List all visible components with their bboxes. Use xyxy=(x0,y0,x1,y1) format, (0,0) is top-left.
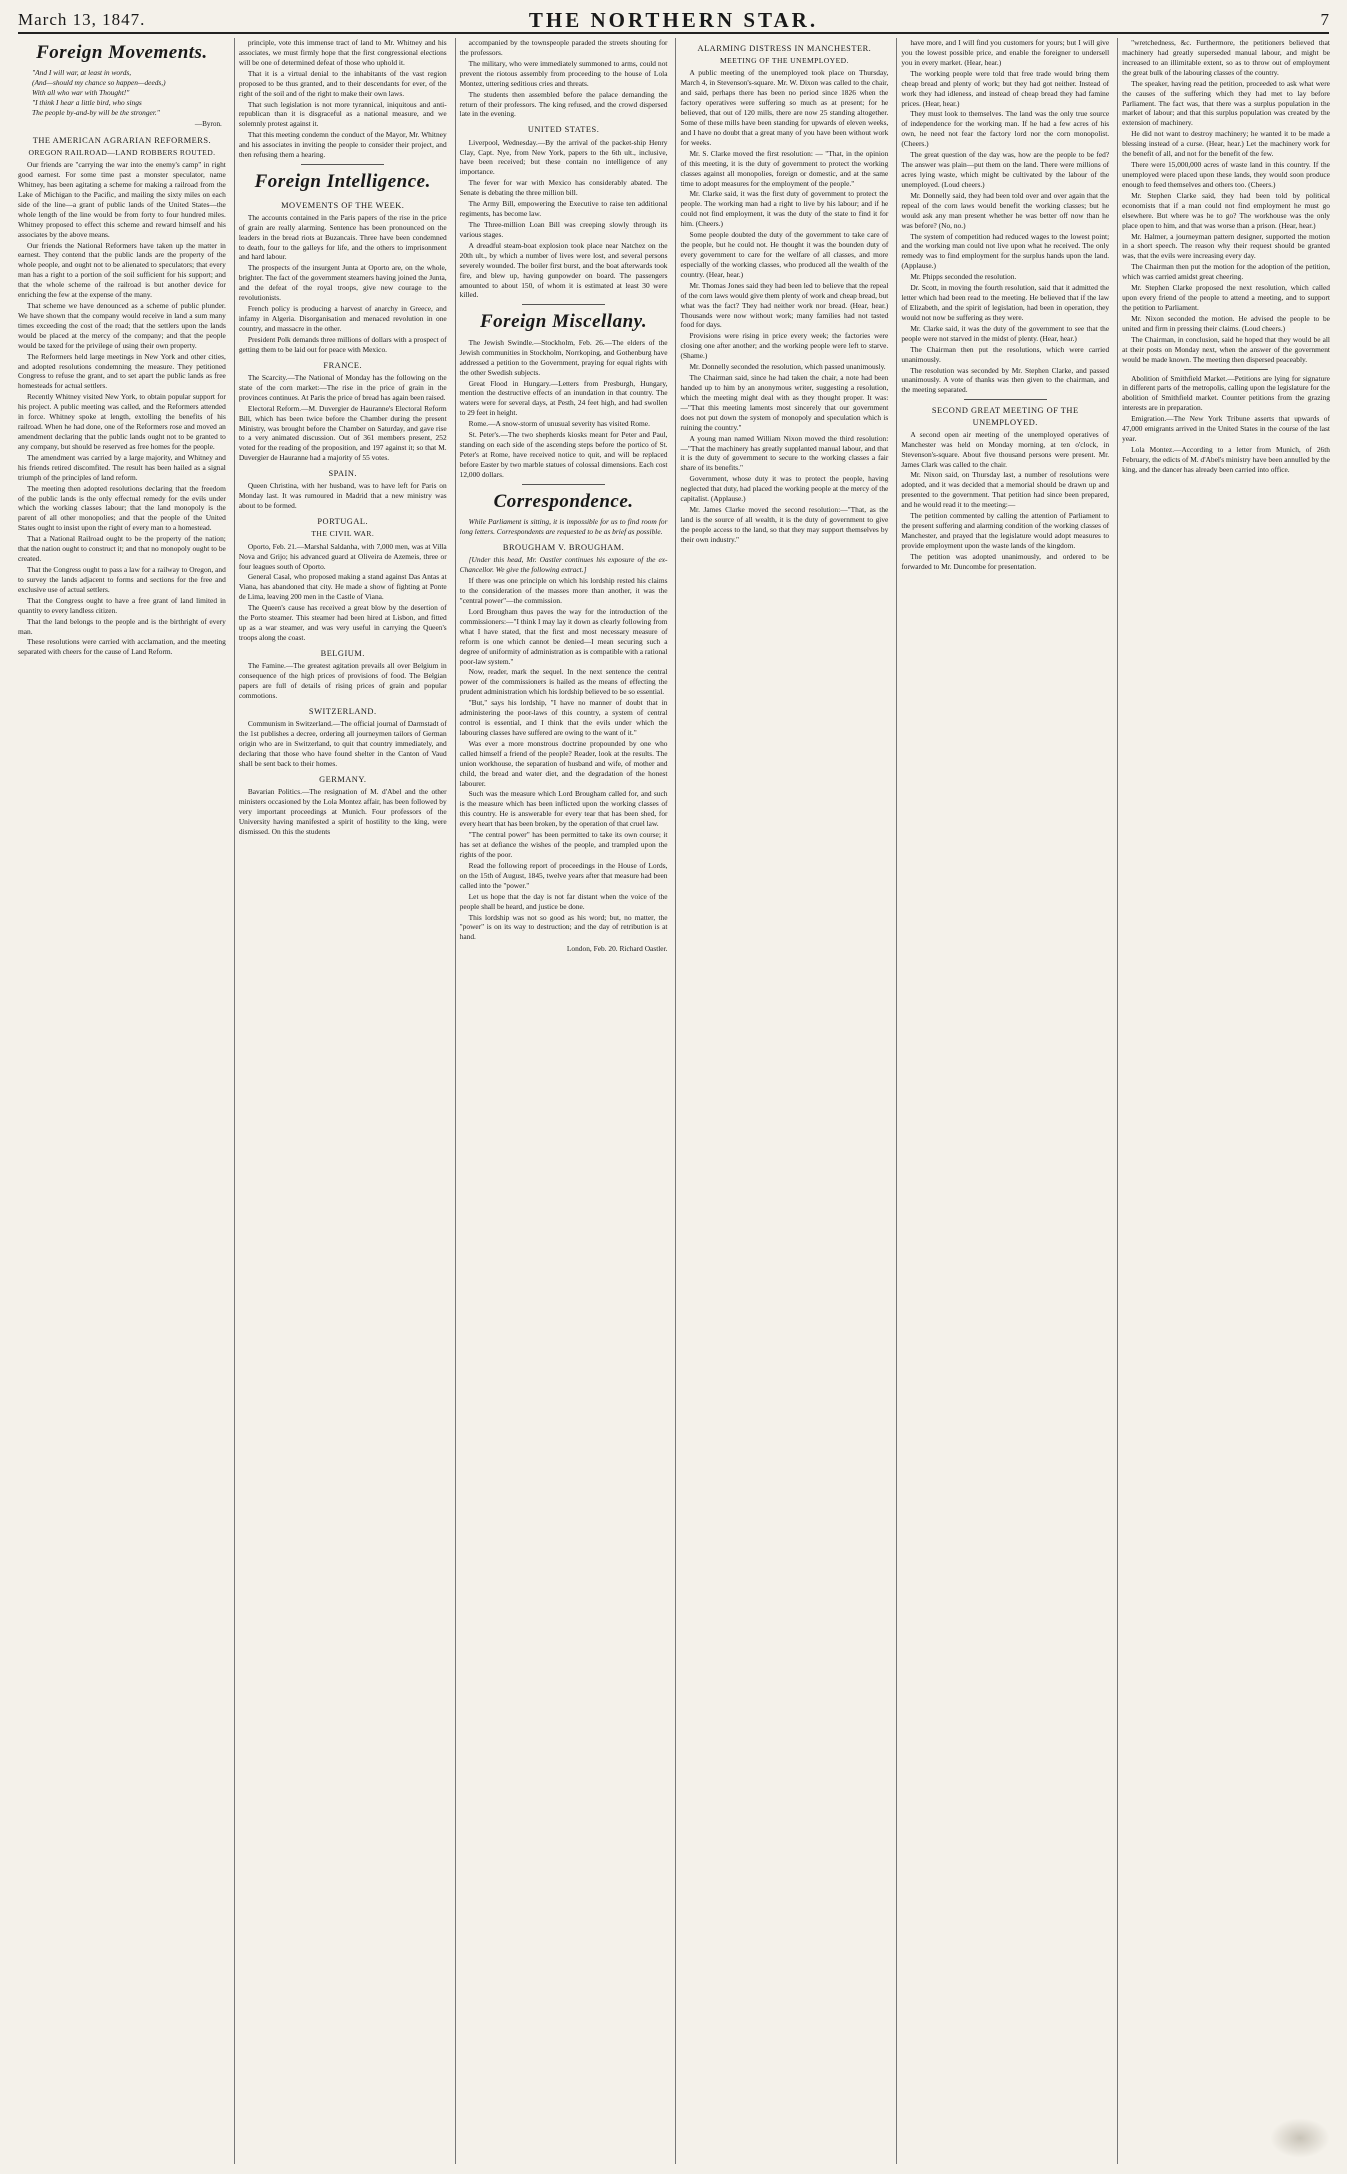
article-heading-united-states: UNITED STATES. xyxy=(527,125,600,135)
column-3 xyxy=(455,38,672,2164)
paragraph: "The central power" has been permitted to take its own course; it has set at defiance the wishes of the people, and trampled upon the rights of the poor. xyxy=(459,830,668,860)
divider xyxy=(1184,369,1267,370)
article-heading-spain: SPAIN. xyxy=(328,469,357,479)
page-number: 7 xyxy=(1320,10,1329,29)
paragraph: The resolution was seconded by Mr. Stephen Clarke, and passed unanimously. A vote of thanks was then given to the chairman, and the meeting separated. xyxy=(901,365,1110,395)
paragraph: The Chairman then put the resolutions, which were carried unanimously. xyxy=(901,344,1110,364)
paragraph: That this meeting condemn the conduct of the Mayor, Mr. Whitney and his associates in inviting the people to consider their project, and then refusing them a hearing. xyxy=(238,130,447,160)
article-heading-france: FRANCE. xyxy=(323,360,363,370)
paragraph: Dr. Scott, in moving the fourth resolution, said that it admitted the letter which had been read to the meeting. He believed that if the law of Elizabeth, and the spirit of legislation, had been in operation, they would not now be suffering as they were. xyxy=(901,283,1110,322)
paragraph: The system of competition had reduced wages to the lowest point; and the working man could not live upon what he received. The only remedy was to find employment for the surplus hands upon the land. (Applause.) xyxy=(901,231,1110,271)
news-item: Abolition of Smithfield Market.—Petitions are lying for signature in different parts of the metropolis, calling upon the legislature for the abolition of Smithfield market. Counter petitions from the grazing interests are in preparation. xyxy=(1122,373,1330,413)
paragraph: That such legislation is not more tyrannical, iniquitous and anti-republican than it is disgraceful as a national measure, and we solemnly protest against it. xyxy=(238,99,447,129)
paragraph: This lordship was not so good as his word; but, no matter, the "power" is on its way to destruction; and the day of retribution is at hand. xyxy=(459,912,668,942)
paragraph: Mr. James Clarke moved the second resolution:—"That, as the land is the source of all wealth, it is the duty of government to give the people access to the land, so that they may support themselves by their own industry." xyxy=(680,505,889,544)
paragraph: Mr. Clarke said, it was the first duty of government to protect the people. The working man had a right to live by his labour; and if he could not find employment, it was the duty of the state to find it for him. (Cheers.) xyxy=(680,189,889,229)
paragraph: That the Congress ought to pass a law for a railway to Oregon, and to survey the lands adjacent to forms and sections for the free and exclusive use of actual settlers. xyxy=(18,565,226,594)
paragraph: Now, reader, mark the sequel. In the next sentence the central power of the commissioners is hailed as the means of effecting the prudent administration which his lordship believed to be so essential. xyxy=(459,667,668,697)
article-heading-germany: GERMANY. xyxy=(319,774,367,784)
paragraph: Mr. Clarke said, it was the duty of the government to see that the people were not starved in the midst of plenty. (Hear, hear.) xyxy=(901,323,1110,343)
paragraph: Mr. Nixon seconded the motion. He advised the people to be united and firm in pressing their claims. (Loud cheers.) xyxy=(1122,313,1330,333)
paragraph: The Reformers held large meetings in New York and other cities, and adopted resolutions condemning the measure. They petitioned Congress to refuse the grant, and to set apart the public lands as free homesteads for actual settlers. xyxy=(18,351,226,391)
paragraph: The speaker, having read the petition, proceeded to ask what were the causes of the suffering which they had met to lay before Parliament. The fact was, that there was a surplus population in the market of labour; and that this surplus population was created by the extension of machinery. xyxy=(1122,78,1330,128)
article-subhead: MEETING OF THE UNEMPLOYED. xyxy=(719,56,849,66)
paragraph: Queen Christina, with her husband, was to have left for Paris on Monday last. It was rumoured in Madrid that a new ministry was about to be formed. xyxy=(238,481,447,511)
paragraph: Rome.—A snow-storm of unusual severity has visited Rome. xyxy=(468,419,650,429)
paragraph: Mr. Thomas Jones said they had been led to believe that the repeal of the corn laws would give them plenty of work and cheap bread, but what was the fact? They had neither work nor bread. (Hear, hear.) Thousands were now without work; many families had not tasted food for days. xyxy=(680,280,889,330)
paragraph: The military, who were immediately summoned to arms, could not prevent the riotous assembly from proceeding to the house of Lola Montez, uttering seditious cries and threats. xyxy=(459,58,668,88)
paragraph: The petition was adopted unanimously, and ordered to be forwarded to Mr. Duncombe for presentation. xyxy=(901,551,1110,571)
paragraph: Communism in Switzerland.—The official journal of Darmstadt of the 1st publishes a decree, ordering all journeymen tailors of German origin who are in Switzerland, to quit that country immediately, and declaring that those who have found shelter in the Canton of Vaud shall be sent back to their homes. xyxy=(238,719,447,768)
paragraph: The working people were told that free trade would bring them cheap bread and plenty of work; but they had got neither. Instead of work they had idleness, and instead of cheap bread they had famine prices. (Hear, hear.) xyxy=(901,68,1110,108)
paragraph: Our friends are "carrying the war into the enemy's camp" in right good earnest. For some time past a monster speculator, name Whitney, has been agitating a scheme for making a railroad from the Lake of Michigan to the Pacific, and mailing the sixty miles on each side of the line—a grant of public lands of the United States—the whole length of the line would be from forty to four hundred miles. Whitney proposed to effect this scheme and reward himself and his associates by the above means. xyxy=(18,160,226,239)
article-heading-switzerland: SWITZERLAND. xyxy=(308,706,377,716)
paragraph: The great question of the day was, how are the people to be fed? The answer was plain—put them on the land. There were millions of acres lying waste, which might be cultivated by the labour of the unemployed. (Loud cheers.) xyxy=(901,150,1110,189)
paragraph: A public meeting of the unemployed took place on Thursday, March 4, in Stevenson's-square. Mr. W. Dixon was called to the chair, and said, perhaps there has been no period since 1826 when the factory operatives were suffering so much as at present; for he believed, that out of 120 mills, there are now 25 standing altogether. Some of these mills have been standing for upwards of eleven weeks, and I have no doubt that a great many of you have been without work for weeks. xyxy=(680,68,889,147)
paragraph: The prospects of the insurgent Junta at Oporto are, on the whole, brighter. The fact of the government steamers having joined the Junta, and the defeat of the royal troops, give new courage to the revolutionists. xyxy=(238,263,447,303)
article-heading: ALARMING DISTRESS IN MANCHESTER. xyxy=(697,44,872,53)
columns xyxy=(14,38,1334,2164)
paragraph: The Chairman, in conclusion, said he hoped that they would be all at their posts on Monday next, when the answer of the government would be made known. The meeting then dispersed peaceably. xyxy=(1122,334,1330,364)
paragraph: Oporto, Feb. 21.—Marshal Saldanha, with 7,000 men, was at Villa Nova and Grijo; his advanced guard at Oliveira de Azemeis, three or four leagues south of Oporto. xyxy=(238,541,447,571)
paragraph: Mr. Donnelly seconded the resolution, which passed unanimously. xyxy=(689,362,886,372)
column-1 xyxy=(14,38,230,2164)
section-title-correspondence: Correspondence. xyxy=(493,490,634,512)
column-6 xyxy=(1117,38,1334,2164)
paragraph: Liverpool, Wednesday.—By the arrival of the packet-ship Henry Clay, Capt. Nye, from New York, papers to the 6th ult., inclusive, have been received; but these contain no intelligence of any importance. xyxy=(459,137,668,177)
paragraph: Mr. S. Clarke moved the first resolution: — "That, in the opinion of this meeting, it is the duty of government to protect the working classes against all monopolies, foreign or domestic, and at the same time to adopt measures for the employment of the people." xyxy=(680,148,889,188)
article-heading: BROUGHAM V. BROUGHAM. xyxy=(502,543,625,553)
paragraph: General Casal, who proposed making a stand against Das Antas at Viana, has abandoned that city. He made a show of fighting at Ponte de Lima, leaving 200 men in the Castle of Viana. xyxy=(238,572,447,602)
issue-date: March 13, 1847. xyxy=(18,10,146,29)
paragraph: The petition commented by calling the attention of Parliament to the present suffering and alarming condition of the working classes of Manchester, and prayed that the legislature would adopt measures to provide employment upon the waste lands of the kingdom. xyxy=(901,511,1110,550)
letter-signature: London, Feb. 20. Richard Oastler. xyxy=(566,944,668,954)
paragraph: Lord Brougham thus paves the way for the introduction of the commissioners:—"I think I may lay it down as clearly following from what I have stated, that the first and most necessary measure of reform is one which cannot be denied—I mean securing such a degree of uniformity of administration as is compatible with a rational poor-law system." xyxy=(459,606,668,666)
divider xyxy=(522,304,605,305)
paragraph: Provisions were rising in price every week; the factories were closing one after another; and the working people were left to starve. (Shame.) xyxy=(680,331,889,361)
article-heading: THE AMERICAN AGRARIAN REFORMERS. xyxy=(32,135,212,145)
paragraph: The Chairman then put the motion for the adoption of the petition, which was carried amidst great cheering. xyxy=(1122,262,1330,282)
paragraph: Mr. Halmer, a journeyman pattern designer, supported the motion in a short speech. The reason why their request should be granted was, that the evils were increasing every day. xyxy=(1122,231,1330,261)
paragraph: These resolutions were carried with acclamation, and the meeting separated with cheers for the cause of Land Reform. xyxy=(18,637,226,657)
article-heading: SECOND GREAT MEETING OF THE UNEMPLOYED. xyxy=(931,406,1079,427)
paragraph: They must look to themselves. The land was the only true source of independence for the working man. If he had a few acres of his own, he need not fear the factory lord nor the corn monopolist. (Cheers.) xyxy=(901,109,1110,149)
paragraph: The fever for war with Mexico has considerably abated. The Senate is debating the three million bill. xyxy=(459,178,668,198)
editorial-note: [Under this head, Mr. Oastler continues his exposure of the ex-Chancellor. We give the following extract.] xyxy=(459,555,668,575)
paragraph: The accounts contained in the Paris papers of the rise in the price of grain are really alarming. Sentence has been pronounced on the leaders in the bread riots at Buzancais. Three have been condemned to death, four to the galleys for life, and the others to imprisonment and hard labour. xyxy=(238,212,447,262)
paragraph: Recently Whitney visited New York, to obtain popular support for his project. A public meeting was called, and the Reformers attended in force. Whitney spoke at length, extolling the benefits of his railroad. When he had done, one of the Reformers rose and moved an amendment declaring that the public lands ought not to be granted to any company, but should be reserved as free homes for the people. xyxy=(18,392,226,451)
paragraph: The students then assembled before the palace demanding the return of their professors. The king refused, and the crowd dispersed late in the evening. xyxy=(459,89,668,119)
column-5 xyxy=(896,38,1113,2164)
masthead xyxy=(18,6,1329,34)
paragraph: The Jewish Swindle.—Stockholm, Feb. 26.—The elders of the Jewish communities in Stockholm, Norrkoping, and Gothenburg have addressed a petition to the Government, praying for equal rights with the other Swedish subjects. xyxy=(459,337,668,377)
epigraph-line: "And I will war, at least in words, xyxy=(32,68,132,78)
paragraph: principle, vote this immense tract of land to Mr. Whitney and his associates, we must firmly hope that the first congressional elections will be one of determined defeat of those who uphold it. xyxy=(238,38,447,67)
epigraph-line: (And—should my chance so happen—deeds,) xyxy=(32,78,166,88)
paragraph: The Army Bill, empowering the Executive to raise ten additional regiments, has become law. xyxy=(459,199,668,219)
epigraph xyxy=(32,68,226,118)
paragraph: French policy is producing a harvest of anarchy in Greece, and infamy in Algeria. Disorganisation and menaced revolution in one country, and massacre in the other. xyxy=(238,304,447,333)
paragraph: Mr. Phipps seconded the resolution. xyxy=(910,272,1017,282)
paragraph: The meeting then adopted resolutions declaring that the freedom of the public lands is the only effectual remedy for the evils under which the working classes labour; that the land monopoly is the parent of all other monopolies; and that the people of the United States ought to insist upon the right of every man to a homestead. xyxy=(18,483,226,533)
paragraph: Mr. Stephen Clarke proposed the next resolution, which called upon every friend of the people to attend a meeting, and to support the petition to Parliament. xyxy=(1122,283,1330,312)
section-title-foreign-intelligence: Foreign Intelligence. xyxy=(254,171,431,193)
article-heading: MOVEMENTS OF THE WEEK. xyxy=(281,200,405,210)
paragraph: That the land belongs to the people and is the birthright of every man. xyxy=(18,616,226,636)
paragraph: That it is a virtual denial to the inhabitants of the vast region proposed to be thus granted, and to their descendants for ever, of the right of the soil and of the right to make their own laws. xyxy=(238,68,447,98)
paragraph: A second open air meeting of the unemployed operatives of Manchester was held on Monday morning, at ten o'clock, in Stevenson's-square. About five thousand persons were present. Mr. James Clark was called to the chair. xyxy=(901,429,1110,469)
paragraph: There were 15,000,000 acres of waste land in this country. If the unemployed were placed upon these lands, they would soon produce enough to feed themselves and others too. (Cheers.) xyxy=(1122,160,1330,189)
paragraph: Bavarian Politics.—The resignation of M. d'Abel and the other ministers occasioned by the Lola Montez affair, has been followed by very important proceedings at Munich. Four professors of the University having manifested a spirit of hostility to the king, were dismissed. On this the students xyxy=(238,786,447,836)
paragraph: The Queen's cause has received a great blow by the desertion of the Porto steamer. This steamer had been hired at Lisbon, and fitted up as a war steamer, and was very useful in carrying the Queen's troops along the coast. xyxy=(238,603,447,642)
epigraph-line: The people by-and-by will be the stronger." xyxy=(32,108,160,118)
divider xyxy=(522,484,605,485)
epigraph-line: "I think I hear a little bird, who sings xyxy=(32,98,142,108)
paragraph: Government, whose duty it was to protect the people, having neglected that duty, had placed the working people at the mercy of the capitalist. (Applause.) xyxy=(680,474,889,504)
paragraph: The Three-million Loan Bill was creeping slowly through its various stages. xyxy=(459,220,668,239)
section-title-foreign-miscellany: Foreign Miscellany. xyxy=(480,311,648,333)
paragraph: A young man named William Nixon moved the third resolution:—"That the machinery has greatly supplanted manual labour, and that it is the duty of government to secure to the working classes a fair share of its benefits." xyxy=(680,433,889,473)
column-2 xyxy=(234,38,451,2164)
paragraph: Some people doubted the duty of the government to take care of the people, but he could not. He thought it was the bounden duty of every government to care for the welfare of all classes, and more especially of the working classes, who produced all the wealth of the country. (Hear, hear.) xyxy=(680,230,889,279)
editorial-note: While Parliament is sitting, it is impossible for us to find room for long letters. Correspondents are requested to be as brief as possible. xyxy=(459,517,668,537)
paragraph: "But," says his lordship, "I have no manner of doubt that in administering the poor-laws of this country, a system of central control is essential, and I think that the evils under which the labouring classes have suffered are owing to the want of it." xyxy=(459,698,668,737)
article-subhead: OREGON RAILROAD—LAND ROBBERS ROUTED. xyxy=(28,147,216,157)
paragraph: "wretchedness, &c. Furthermore, the petitioners believed that machinery had greatly superseded manual labour, and might be increased to an illimitable extent, so as to throw out of employment the great bulk of the labouring classes of the country. xyxy=(1122,38,1330,77)
paragraph: Electoral Reform.—M. Duvergier de Hauranne's Electoral Reform Bill, which has been twice before the Chamber during the present Ministry, was brought before the Chamber on Saturday, and gave rise to a very animated discussion. Out of 361 members present, 252 voted for the reading of the proposition, and 197 against it; so that M. Duvergier de Hauranne had a majority of 55 votes. xyxy=(238,403,447,463)
column-4 xyxy=(675,38,892,2164)
paragraph: That scheme we have denounced as a scheme of public plunder. We have shown that the company would receive in land a sum many times exceeding the cost of the road; that the settlers upon the lands would be placed at the mercy of the company; and that the people would be taxed for the privilege of using their own property. xyxy=(18,301,226,350)
page-stain xyxy=(1270,2118,1330,2158)
news-item: Lola Montez.—According to a letter from Munich, of 26th February, the edicts of M. d'Abel's ministry have been annulled by the king, and the dancer has already been carried into office. xyxy=(1122,444,1330,474)
paragraph: have more, and I will find you customers for yours; but I will give you the lowest possible price, and enable the foreigner to undersell you in every market. (Hear, hear.) xyxy=(901,38,1110,67)
paragraph: accompanied by the townspeople paraded the streets shouting for the professors. xyxy=(459,38,668,57)
paragraph: That the Congress ought to have a free grant of land limited in quantity to every landless citizen. xyxy=(18,595,226,615)
article-heading-belgium: BELGIUM. xyxy=(320,648,365,658)
article-heading-portugal: PORTUGAL. xyxy=(317,517,369,527)
paragraph: Our friends the National Reformers have taken up the matter in earnest. They contend that the public lands are the property of the whole people, and ought not to be alienated to speculators; that every man has a right to a portion of the soil sufficient for his support; and that the whole scheme of the railroad is but another device for enriching the few at the expense of the many. xyxy=(18,240,226,300)
section-title-foreign-movements: Foreign Movements. xyxy=(36,42,208,63)
paragraph: The Chairman said, since he had taken the chair, a note had been handed up to him by an anonymous writer, suggesting a resolution, which the meeting might deal with as they thought proper. It was:—"That this meeting laments most sincerely that our government does not put down the system of monopoly and speculation which is ruining the country." xyxy=(680,373,889,432)
epigraph-line: With all who war with Thought!" xyxy=(32,88,130,98)
divider xyxy=(301,164,384,165)
paragraph: Mr. Stephen Clarke said, they had been told by political economists that if a man could not find employment he must go elsewhere. But where was he to go? The workhouse was the only place open to him, and that was worse than a prison. (Hear, hear.) xyxy=(1122,190,1330,230)
paragraph: President Polk demands three millions of dollars with a prospect of getting them to be laid out for peace with Mexico. xyxy=(238,334,447,354)
paragraph: That a National Railroad ought to be the property of the nation; that the nation ought to construct it; and that no monopoly ought to be created. xyxy=(18,534,226,564)
article-subhead: THE CIVIL WAR. xyxy=(311,529,375,539)
paragraph: If there was one principle on which his lordship rested his claims to the consideration of the masses more than another, it was the "central power"—the commission. xyxy=(459,576,668,605)
paragraph: Mr. Nixon said, on Thursday last, a number of resolutions were adopted, and it was decided that a memorial should be drawn up and presented to the government. That petition had since been prepared, and he would read it to the meeting:— xyxy=(901,470,1110,510)
paragraph: Mr. Donnelly said, they had been told over and over again that the repeal of the corn laws would benefit the working classes; but he would ask any man present whether he was better off now than he was before? (No, no.) xyxy=(901,190,1110,230)
divider xyxy=(964,399,1047,400)
paragraph: The Famine.—The greatest agitation prevails all over Belgium in consequence of the high prices of provisions of food. The Belgian papers are full of details of rising prices of grain and popular commotions. xyxy=(238,661,447,700)
paragraph: The Scarcity.—The National of Monday has the following on the state of the corn market:—The rise in the price of grain in the provinces continues. At Paris the price of bread has again been raised. xyxy=(238,372,447,402)
paragraph: Let us hope that the day is not far distant when the voice of the people shall be heard, and justice be done. xyxy=(459,891,668,911)
paragraph: Such was the measure which Lord Brougham called for, and such is the measure which has been inflicted upon the working classes of this country. He is answerable for every tear that has been shed, for every heart that has been broken, by the operation of that cruel law. xyxy=(459,789,668,829)
paragraph: He did not want to destroy machinery; he wanted it to be made a blessing instead of a curse. (Hear, hear.) Let the machinery work for the benefit of all, and not for the benefit of the few. xyxy=(1122,129,1330,159)
paragraph: Was ever a more monstrous doctrine propounded by one who called himself a friend of the people? Reader, look at the results. The union workhouse, the separation of husband and wife, of mother and child, the bread and water diet, and the degradation of the honest labourer. xyxy=(459,738,668,788)
newspaper-title: THE NORTHERN STAR. xyxy=(528,8,819,32)
epigraph-attribution: —Byron. xyxy=(194,120,222,129)
news-item: Emigration.—The New York Tribune asserts that upwards of 47,000 emigrants arrived in the United States in the course of the last year. xyxy=(1122,414,1330,444)
paragraph: A dreadful steam-boat explosion took place near Natchez on the 20th ult., by which a number of lives were lost, and several persons severely wounded. The boiler first burst, and the boat afterwards took fire, and blew up, having gunpowder on board. The passengers amounted to about 150, of whom it is estimated at least 30 were killed. xyxy=(459,240,668,300)
paragraph: Great Flood in Hungary.—Letters from Presburgh, Hungary, mention the destructive effects of an inundation in that country. The waters were for several days, at Pesth, 24 feet high, and had swollen to 29 feet in height. xyxy=(459,378,668,418)
paragraph: The amendment was carried by a large majority, and Whitney and his friends retired discomfited. The result has been hailed as a signal triumph of the principles of land reform. xyxy=(18,452,226,482)
paragraph: St. Peter's.—The two shepherds kiosks meant for Peter and Paul, standing on each side of the ascending steps before the portico of St. Peter's at Rome, have received notice to quit, and will be replaced before Easter by two marble statues of colossal dimensions. Each cost 12,000 dollars. xyxy=(459,430,668,479)
paragraph: Read the following report of proceedings in the House of Lords, on the 15th of August, 1845, twelve years after that measure had been called into the "power." xyxy=(459,860,668,890)
